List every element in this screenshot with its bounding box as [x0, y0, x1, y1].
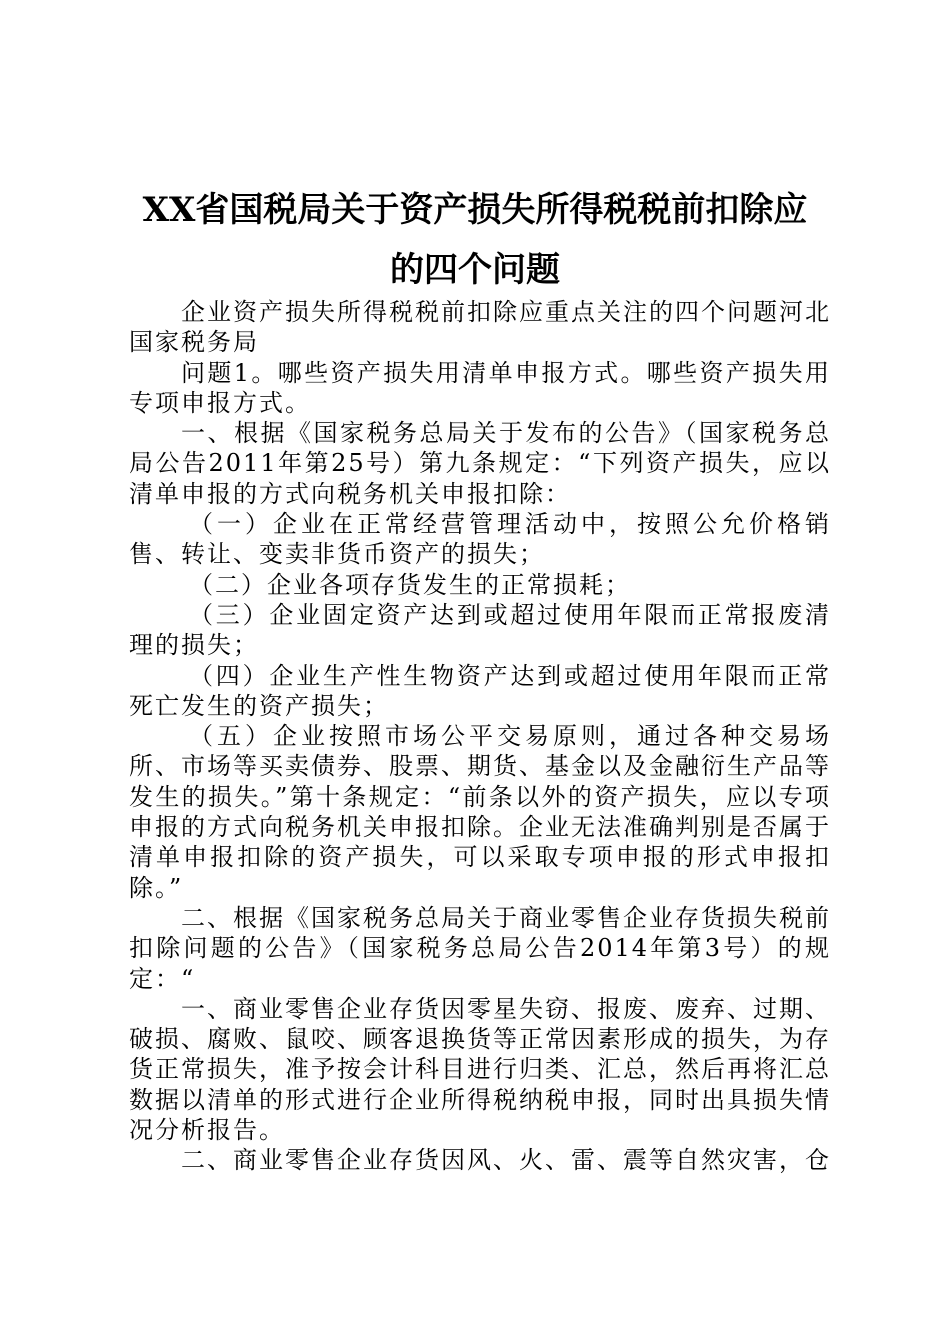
paragraph-basis-1: 一、根据《国家税务总局关于发布的公告》（国家税务总局公告2011年第25号）第九条规定：“下列资产损失，应以清单申报的方式向税务机关申报扣除： [129, 419, 831, 508]
paragraph-item-4: （四）企业生产性生物资产达到或超过使用年限而正常死亡发生的资产损失； [129, 661, 831, 720]
paragraph-item-3: （三）企业固定资产达到或超过使用年限而正常报废清理的损失； [129, 600, 831, 660]
paragraph-rule-2: 二、商业零售企业存货因风、火、雷、震等自然灾害，仓 [181, 1146, 831, 1175]
paragraph-rule-1: 一、商业零售企业存货因零星失窃、报废、废弃、过期、破损、腐败、鼠咬、顾客退换货等正常因素形成的损失，为存货正常损失，准予按会计科目进行归类、汇总，然后再将汇总数据以清单的形式进行企业所得税纳税申报，同时出具损失情况分析报告。 [129, 994, 831, 1145]
paragraph-item-2: （二）企业各项存货发生的正常损耗； [189, 570, 631, 599]
paragraph-question-1: 问题1。哪些资产损失用清单申报方式。哪些资产损失用专项申报方式。 [129, 358, 831, 417]
document-title-line-1: XX省国税局关于资产损失所得税税前扣除应 [142, 190, 808, 230]
paragraph-item-1: （一）企业在正常经营管理活动中，按照公允价格销售、转让、变卖非货币资产的损失； [129, 510, 831, 569]
paragraph-intro: 企业资产损失所得税税前扣除应重点关注的四个问题河北国家税务局 [129, 298, 831, 357]
document-body [129, 297, 831, 1176]
paragraph-item-5: （五）企业按照市场公平交易原则，通过各种交易场所、市场等买卖债券、股票、期货、基金以及金融衍生产品等发生的损失。”第十条规定：“前条以外的资产损失，应以专项申报的方式向税务机关申报扣除。企业无法准确判别是否属于清单申报扣除的资产损失，可以采取专项申报的形式申报扣除。” [129, 722, 831, 902]
document-title-line-2: 的四个问题 [390, 250, 560, 290]
paragraph-basis-2: 二、根据《国家税务总局关于商业零售企业存货损失税前扣除问题的公告》（国家税务总局公告2014年第3号）的规定：“ [129, 903, 831, 993]
